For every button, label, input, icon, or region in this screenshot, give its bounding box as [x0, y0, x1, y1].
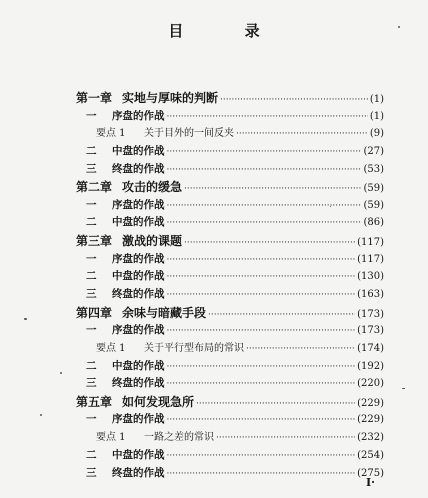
dot-leader — [167, 448, 356, 466]
dot-leader — [167, 359, 356, 377]
toc-entry-page: (117) — [357, 253, 384, 265]
toc-section-row — [76, 197, 384, 215]
toc-chapter-row — [76, 393, 384, 412]
dot-leader — [216, 430, 355, 448]
toc-entry-label: 余味与暗藏手段 — [122, 305, 207, 320]
dot-leader — [167, 466, 356, 484]
toc-entry-page: (86) — [363, 217, 384, 229]
toc-entry-label: 一路之差的常识 — [144, 432, 214, 444]
toc-entry-number: 三 — [86, 466, 97, 479]
toc-section-row — [76, 214, 384, 232]
dot-leader — [184, 234, 355, 253]
dot-leader — [220, 91, 368, 110]
toc-entry-page: (232) — [357, 432, 384, 444]
toc-section-row — [76, 358, 384, 376]
toc-section-row — [76, 411, 384, 429]
table-of-contents — [76, 89, 384, 482]
toc-entry-page: (173) — [357, 325, 384, 337]
toc-entry-page: (1) — [369, 110, 384, 122]
toc-entry-label: 关于目外的一间反夹 — [144, 128, 234, 140]
toc-entry-number: 一 — [86, 413, 97, 426]
toc-section-row — [76, 465, 384, 483]
toc-entry-number: 要点 1 — [96, 342, 126, 354]
toc-entry-page: (117) — [357, 237, 384, 249]
toc-entry-page: (9) — [369, 128, 384, 140]
toc-entry-page: (53) — [363, 163, 384, 175]
toc-entry-label: 终盘的作战 — [112, 288, 165, 300]
dot-leader — [167, 144, 362, 162]
toc-entry-label: 序盘的作战 — [112, 413, 165, 426]
scan-speck — [330, 206, 331, 207]
toc-chapter-row — [76, 178, 384, 197]
toc-entry-page: (130) — [357, 271, 384, 283]
toc-entry-label: 中盘的作战 — [112, 448, 165, 461]
toc-entry-label: 终盘的作战 — [112, 377, 165, 390]
dot-leader — [167, 269, 356, 287]
toc-entry-number: 第二章 — [76, 180, 113, 195]
toc-entry-number: 要点 1 — [96, 128, 126, 140]
toc-section-row — [76, 322, 384, 340]
toc-entry-number: 三 — [86, 288, 97, 300]
dot-leader — [236, 126, 368, 144]
dot-leader — [167, 412, 356, 430]
toc-keypoint-row — [76, 340, 384, 358]
toc-section-row — [76, 268, 384, 286]
toc-entry-label: 中盘的作战 — [112, 216, 165, 229]
toc-entry-number: 一 — [86, 324, 97, 337]
scan-speck — [40, 414, 42, 416]
toc-entry-number: 二 — [86, 144, 97, 157]
toc-entry-page: (174) — [357, 342, 384, 354]
scan-speck — [60, 372, 62, 374]
toc-entry-label: 实地与厚味的判断 — [122, 91, 219, 105]
scan-speck — [402, 388, 405, 389]
toc-entry-number: 三 — [86, 377, 97, 390]
toc-entry-page: (59) — [363, 183, 384, 195]
toc-entry-label: 中盘的作战 — [112, 359, 165, 372]
toc-entry-page: (1) — [369, 94, 384, 105]
toc-entry-number: 一 — [86, 198, 97, 211]
dot-leader — [184, 180, 361, 199]
toc-entry-label: 中盘的作战 — [112, 270, 165, 283]
toc-entry-number: 二 — [86, 359, 97, 372]
dot-leader — [167, 323, 356, 341]
toc-entry-label: 攻击的缓急 — [122, 180, 183, 195]
toc-keypoint-row — [76, 125, 384, 143]
toc-entry-number: 二 — [86, 270, 97, 283]
toc-section-row — [76, 108, 384, 126]
toc-section-row — [76, 161, 384, 179]
toc-entry-label: 激战的课题 — [122, 234, 183, 249]
toc-section-row — [76, 251, 384, 269]
dot-leader — [167, 376, 356, 394]
toc-entry-page: (275) — [357, 467, 384, 479]
toc-entry-number: 要点 1 — [96, 432, 126, 444]
toc-entry-number: 第五章 — [76, 394, 113, 409]
toc-keypoint-row — [76, 429, 384, 447]
toc-chapter-row — [76, 89, 384, 108]
page-title: 目 录 — [168, 22, 288, 40]
dot-leader — [196, 395, 355, 414]
toc-entry-page: (229) — [357, 414, 384, 426]
scan-speck — [398, 26, 400, 28]
toc-entry-number: 第一章 — [76, 91, 113, 105]
toc-section-row — [76, 375, 384, 393]
dot-leader — [167, 287, 356, 305]
toc-entry-page: (163) — [357, 289, 384, 300]
toc-entry-label: 序盘的作战 — [112, 198, 165, 211]
toc-entry-number: 第四章 — [76, 305, 113, 320]
dot-leader — [208, 306, 355, 325]
toc-entry-page: (229) — [357, 397, 384, 409]
toc-entry-label: 中盘的作战 — [112, 144, 165, 157]
toc-section-row — [76, 286, 384, 304]
toc-entry-number: 二 — [86, 216, 97, 229]
toc-entry-label: 终盘的作战 — [112, 466, 165, 479]
dot-leader — [167, 215, 362, 233]
toc-entry-number: 二 — [86, 448, 97, 461]
toc-section-row — [76, 447, 384, 465]
toc-entry-number: 第三章 — [76, 234, 113, 249]
toc-entry-page: (59) — [363, 199, 384, 211]
toc-entry-label: 终盘的作战 — [112, 162, 165, 175]
toc-entry-page: (254) — [357, 449, 384, 461]
toc-chapter-row — [76, 304, 384, 323]
toc-entry-page: (220) — [357, 378, 384, 390]
dot-leader — [246, 341, 355, 359]
toc-entry-page: (192) — [357, 360, 384, 372]
toc-entry-label: 关于平行型布局的常识 — [144, 342, 244, 354]
page-footer-mark: I· — [366, 476, 375, 489]
toc-entry-label: 序盘的作战 — [112, 324, 165, 337]
toc-section-row — [76, 143, 384, 161]
dot-leader — [167, 252, 356, 270]
toc-entry-number: 三 — [86, 162, 97, 175]
toc-entry-label: 序盘的作战 — [112, 252, 165, 265]
toc-entry-number: 一 — [86, 252, 97, 265]
toc-entry-label: 序盘的作战 — [112, 109, 165, 122]
toc-entry-label: 如何发现急所 — [122, 394, 195, 409]
scan-speck — [24, 318, 27, 320]
toc-chapter-row — [76, 232, 384, 251]
toc-entry-page: (173) — [357, 308, 384, 320]
toc-entry-number: 一 — [86, 109, 97, 122]
toc-entry-page: (27) — [363, 145, 384, 157]
dot-leader — [167, 109, 368, 127]
dot-leader — [167, 198, 362, 216]
dot-leader — [167, 162, 362, 180]
